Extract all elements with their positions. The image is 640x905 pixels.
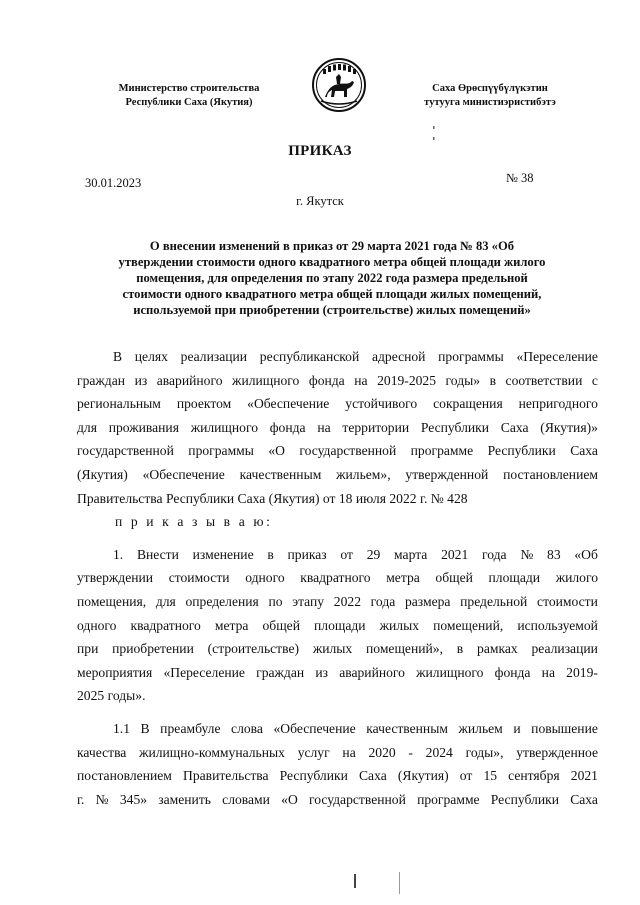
word: жилого: [555, 570, 598, 586]
body-line: [77, 543, 598, 567]
order-title: ПРИКАЗ: [288, 143, 352, 159]
word: стоимости: [168, 570, 230, 586]
body-line: [77, 788, 598, 812]
word: «Об: [574, 546, 598, 562]
word: программе: [410, 443, 474, 459]
word: программы: [438, 349, 504, 364]
word: по: [268, 593, 283, 609]
ministry-name-sakha-line: Саха Өрөспүүбүлүкэтин: [432, 83, 548, 94]
word: общей: [435, 570, 473, 586]
document-title-line: помещения, для определения по этапу 2022 года размера предельной: [136, 271, 528, 285]
word: государственной: [308, 791, 406, 807]
word: площади: [488, 570, 541, 586]
word: государственной: [299, 443, 397, 459]
word: 29: [366, 546, 381, 562]
word: качественным: [366, 720, 448, 736]
word: В: [113, 349, 123, 364]
word: мероприятия: [77, 664, 153, 680]
word: слова: [231, 720, 263, 736]
word: Внести: [136, 546, 179, 562]
word: из: [134, 372, 148, 388]
word: (Якутия)»: [540, 419, 598, 435]
word: одного: [245, 570, 285, 586]
body-line: [77, 741, 598, 765]
word: граждан: [77, 372, 126, 388]
word: проживания: [108, 419, 179, 435]
word: 2019-: [566, 664, 598, 680]
document-title-line: О внесении изменений в приказ от 29 марта 2021 года № 83 «Об: [149, 239, 515, 253]
body-line: [77, 566, 598, 590]
document-title-line: используемой при приобретении (строительстве) жилых помещений»: [133, 303, 531, 317]
word: Саха: [358, 768, 387, 784]
word: Республики: [420, 419, 490, 435]
word: утвержденной: [405, 466, 489, 482]
word: от: [340, 546, 353, 562]
word: постановлением: [77, 768, 172, 784]
word: заменить: [158, 791, 211, 807]
word: стоимости: [537, 593, 598, 609]
word: приказ: [287, 546, 327, 562]
word: Правительства: [183, 768, 269, 784]
word: утвержденное: [516, 744, 598, 760]
word: 83: [547, 546, 561, 562]
word: «О: [268, 443, 285, 459]
word: года: [370, 593, 396, 609]
body-line: [77, 661, 598, 685]
word: программы: [188, 443, 254, 459]
word: жилищного: [232, 372, 300, 388]
order-number: № 38: [506, 171, 534, 185]
document-title: [96, 238, 568, 318]
word: территории: [342, 419, 410, 435]
word: реализации: [180, 349, 248, 364]
document-title-line: стоимости одного квадратного метра общей площади жилых помещений,: [122, 287, 542, 301]
word: качественным: [239, 466, 322, 482]
word: жильем»,: [336, 466, 391, 482]
word: непригодного: [518, 396, 598, 412]
word: соответствии: [505, 372, 583, 388]
word: на: [342, 744, 356, 760]
word: 2019-2025: [377, 372, 437, 388]
ministry-name-ru-line: Республики Саха (Якутия): [125, 97, 253, 108]
word: Республики: [487, 443, 556, 459]
word: словами: [222, 791, 270, 807]
word: качества: [77, 744, 127, 760]
word: в: [489, 372, 496, 388]
word: от: [459, 768, 473, 784]
body-line: [77, 463, 598, 487]
word: марта: [394, 546, 428, 562]
word: используемой: [517, 617, 598, 633]
word: «Переселение: [163, 664, 245, 680]
ministry-name-russian: [96, 82, 282, 110]
word: №: [95, 791, 109, 807]
word: аварийного: [339, 664, 405, 680]
body-line: [77, 416, 598, 440]
word: преамбуле: [160, 720, 221, 736]
word: 15: [483, 768, 498, 784]
word: 1.: [113, 546, 124, 562]
word: граждан: [256, 664, 305, 680]
order-city: г. Якутск: [296, 194, 344, 208]
word: Саха: [570, 791, 598, 807]
word: 2020: [368, 744, 396, 760]
word: с: [591, 372, 598, 388]
word: общей: [262, 617, 300, 633]
word: на: [317, 419, 331, 435]
body-line: [77, 369, 598, 393]
word: в: [456, 641, 464, 657]
word: сокращения: [433, 396, 503, 412]
scan-artifact: [433, 126, 435, 142]
word: помещений»,: [366, 641, 443, 657]
item-1-paragraph: [77, 543, 598, 708]
word: Саха: [570, 443, 598, 459]
body-line: Правительства Республики Саха (Якутия) от 18 июля 2022 г. № 428: [77, 490, 468, 506]
word: изменение: [192, 546, 254, 562]
word: метра: [214, 617, 249, 633]
word: рамках: [477, 641, 518, 657]
word: «Обеспечение: [247, 396, 330, 412]
word: годы»,: [465, 744, 504, 760]
word: 1.1: [113, 720, 130, 736]
body-line: 2025 годы».: [77, 688, 146, 704]
word: на: [541, 664, 555, 680]
word: размера: [404, 593, 451, 609]
body-line: [77, 717, 598, 741]
word: государственной: [77, 443, 174, 459]
word: метра: [386, 570, 420, 586]
word: 2021: [570, 768, 598, 784]
ministry-name-sakha: [390, 82, 590, 110]
word: повышение: [531, 720, 598, 736]
word: приобретении: [112, 641, 194, 657]
body-line: [77, 614, 598, 638]
word: Республики: [490, 791, 559, 807]
body-line: [77, 392, 598, 416]
word: на: [354, 372, 368, 388]
word: проектом: [176, 396, 232, 412]
body-line: [77, 637, 598, 661]
page-number-mark: [354, 874, 356, 888]
word: (Якутия): [397, 768, 449, 784]
body-line: [77, 764, 598, 788]
word: в: [267, 546, 274, 562]
word: жильем: [458, 720, 503, 736]
scan-artifact: [399, 872, 400, 894]
body-line: [77, 439, 598, 463]
word: (Якутия): [77, 466, 128, 482]
word: №: [520, 546, 534, 562]
word: целях: [134, 349, 168, 364]
word: постановлением: [503, 466, 598, 482]
word: помещений,: [433, 617, 504, 633]
word: «Обеспечение: [273, 720, 356, 736]
word: программе: [417, 791, 480, 807]
document-title-line: утверждении стоимости одного квадратного метра общей площади жилого: [118, 255, 546, 269]
item-1-1-paragraph: [77, 717, 598, 811]
word: для: [155, 593, 176, 609]
word: определения: [185, 593, 259, 609]
preamble-paragraph: [77, 345, 598, 510]
word: утверждении: [77, 570, 154, 586]
word: «Переселение: [516, 349, 598, 364]
word: г.: [77, 791, 85, 807]
word: «О: [281, 791, 298, 807]
coat-of-arms-sakha-icon: [311, 57, 367, 113]
document-body: [77, 345, 598, 811]
word: и: [513, 720, 521, 736]
word: 2024: [425, 744, 453, 760]
word: квадратного: [130, 617, 201, 633]
word: одного: [77, 617, 117, 633]
word: 2022: [333, 593, 361, 609]
word: из: [315, 664, 328, 680]
order-date: 30.01.2023: [85, 176, 142, 190]
word: годы»: [445, 372, 481, 388]
word: квадратного: [300, 570, 371, 586]
word: аварийного: [156, 372, 223, 388]
word: площади: [314, 617, 366, 633]
word: услуг: [297, 744, 330, 760]
word: региональным: [77, 396, 161, 412]
body-line: [77, 590, 598, 614]
word: фонда: [494, 664, 531, 680]
word: (строительстве): [207, 641, 300, 657]
word: фонда: [269, 419, 306, 435]
word: «Обеспечение: [142, 466, 225, 482]
word: для: [77, 419, 97, 435]
ministry-name-sakha-line: тутууга министиэристибэтэ: [424, 97, 556, 108]
word: помещения,: [77, 593, 147, 609]
word: жилых: [379, 617, 420, 633]
word: года: [482, 546, 507, 562]
word: этапу: [292, 593, 325, 609]
word: жилых: [312, 641, 353, 657]
word: реализации: [531, 641, 598, 657]
word: при: [77, 641, 99, 657]
word: предельной: [460, 593, 528, 609]
word: В: [140, 720, 150, 736]
word: -: [408, 744, 413, 760]
word: жилищного: [416, 664, 484, 680]
order-word: п р и к а з ы в а ю:: [115, 514, 273, 530]
body-line: [77, 345, 598, 369]
ministry-name-ru-line: Министерство строительства: [118, 83, 260, 94]
word: адресной: [371, 349, 426, 364]
word: сентября: [508, 768, 560, 784]
word: фонда: [308, 372, 345, 388]
word: Саха: [500, 419, 529, 435]
word: жилищного: [190, 419, 259, 435]
word: 345»: [119, 791, 148, 807]
word: устойчивого: [345, 396, 418, 412]
word: Республики: [279, 768, 348, 784]
word: республиканской: [259, 349, 360, 364]
word: жилищно-коммунальных: [139, 744, 285, 760]
word: 2021: [441, 546, 469, 562]
